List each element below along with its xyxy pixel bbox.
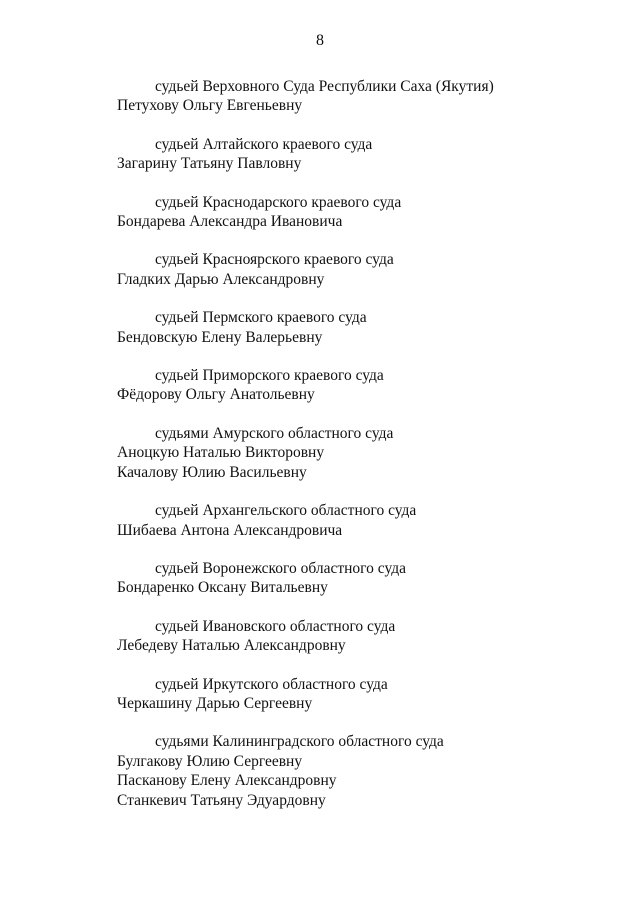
judge-name: Гладких Дарью Александровну xyxy=(117,270,325,288)
judge-name: Бондаренко Оксану Витальевну xyxy=(117,579,328,597)
judge-name: Черкашину Дарью Сергеевну xyxy=(117,694,313,712)
court-title: судьей Верховного Суда Республики Саха (Якутия) xyxy=(155,78,494,95)
court-title: судьей Приморского краевого суда xyxy=(155,367,384,385)
appointment-entry xyxy=(117,617,617,656)
judge-name: Пасканову Елену Александровну xyxy=(117,772,337,790)
court-title: судьями Калининградского областного суда xyxy=(155,733,444,751)
judge-name: Загарину Татьяну Павловну xyxy=(117,155,302,173)
court-title: судьей Алтайского краевого суда xyxy=(155,135,373,153)
court-title: судьей Ивановского областного суда xyxy=(155,617,396,635)
judge-name: Лебедеву Наталью Александровну xyxy=(117,637,346,655)
appointment-list xyxy=(117,77,617,829)
judge-name: Бендовскую Елену Валерьевну xyxy=(117,328,323,346)
appointment-entry xyxy=(117,559,617,598)
judge-name: Фёдорову Ольгу Анатольевну xyxy=(117,386,315,404)
court-title: судьями Амурского областного суда xyxy=(155,424,394,442)
appointment-entry xyxy=(117,308,617,347)
judge-name: Булгакову Юлию Сергеевну xyxy=(117,752,303,770)
appointment-entry xyxy=(117,366,617,405)
court-title: судьей Иркутского областного суда xyxy=(155,675,388,693)
appointment-entry xyxy=(117,732,617,810)
judge-name: Аноцкую Наталью Викторовну xyxy=(117,444,325,462)
appointment-entry xyxy=(117,250,617,289)
court-title: судьей Архангельского областного суда xyxy=(155,502,417,520)
court-title: судьей Краснодарского краевого суда xyxy=(155,193,402,211)
court-title: судьей Красноярского краевого суда xyxy=(155,251,394,269)
appointment-entry xyxy=(117,77,617,116)
appointment-entry xyxy=(117,424,617,482)
judge-name: Качалову Юлию Васильевну xyxy=(117,463,307,481)
court-title: судьей Воронежского областного суда xyxy=(155,559,406,577)
appointment-entry xyxy=(117,135,617,174)
judge-name: Петухову Ольгу Евгеньевну xyxy=(117,97,303,115)
appointment-entry xyxy=(117,193,617,232)
judge-name: Бондарева Александра Ивановича xyxy=(117,213,343,231)
judge-name: Станкевич Татьяну Эдуардовну xyxy=(117,791,326,809)
court-title: судьей Пермского краевого суда xyxy=(155,309,367,327)
appointment-entry xyxy=(117,501,617,540)
appointment-entry xyxy=(117,675,617,714)
page-number: 8 xyxy=(316,32,324,49)
judge-name: Шибаева Антона Александровича xyxy=(117,521,343,539)
